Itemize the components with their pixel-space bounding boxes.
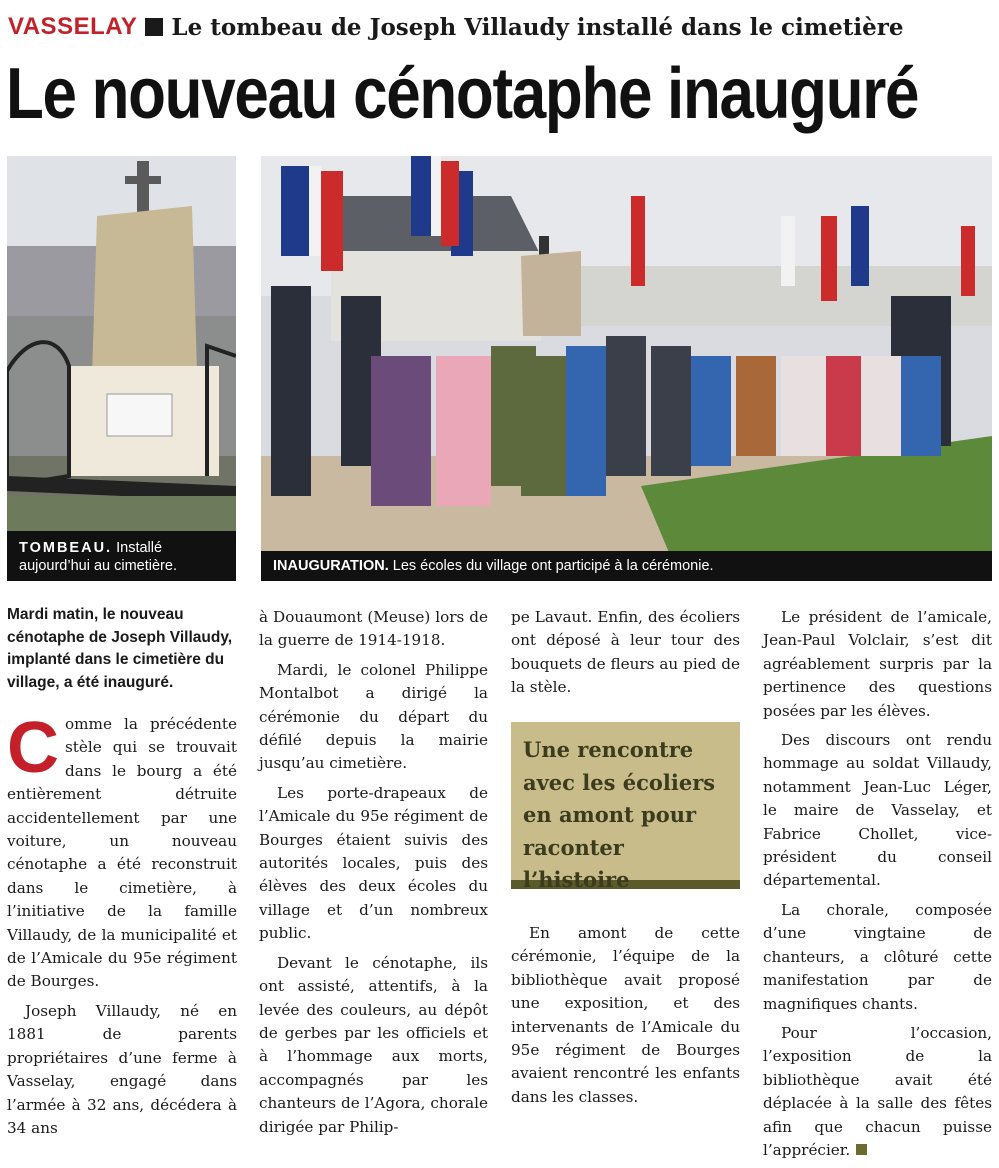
column-3-lower	[511, 922, 740, 1115]
caption-ceremony-text: Les écoles du village ont participé à la cérémonie.	[388, 558, 714, 574]
article-lead: Mardi matin, le nouveau cénotaphe de Joseph Villaudy, implanté dans le cimetière du village, a été inauguré.	[7, 606, 233, 691]
paragraph	[7, 708, 237, 994]
caption-tomb	[7, 531, 236, 581]
drop-cap: C	[7, 708, 59, 788]
end-mark-icon	[856, 1144, 867, 1155]
paragraph: Les porte-drapeaux de l’Amicale du 95e régiment de Bourges étaient suivis des autorités locales, puis des élèves des deux écoles du village et d’un nombreux public.	[259, 783, 488, 943]
paragraph: à Douaumont (Meuse) lors de la guerre de 1914-1918.	[259, 608, 488, 650]
paragraph: Mardi, le colonel Philippe Montalbot a dirigé la cérémonie du départ du défilé depuis la mairie jusqu’au cimetière.	[259, 660, 488, 773]
ceremony-illustration	[261, 156, 992, 581]
paragraph-text: omme la précédente stèle qui se trouvait dans le bourg a été entièrement détruite accidentellement par une voiture, un nouveau cénotaphe a été reconstruit dans le cimetière, à l’initiative de la famille Villaudy, de la municipalité et de l’Amicale du 95e régiment de Bourges.	[7, 715, 237, 991]
paragraph-text: Pour l’occasion, l’exposition de la bibliothèque avait été déplacée à la salle des fêtes afin que chacun puisse l’apprécier.	[763, 1023, 992, 1159]
column-4	[763, 606, 992, 1168]
paragraph: Le président de l’amicale, Jean-Paul Volclair, s’est dit agréablement surpris par la pertinence des questions posées par les élèves.	[763, 608, 992, 720]
caption-ceremony-label: INAUGURATION.	[273, 558, 389, 574]
paragraph: En amont de cette cérémonie, l’équipe de la bibliothèque avait proposé une exposition, et des intervenants de l’Amicale du 95e régiment de Bourges avaient rencontré les enfants dans les classes.	[511, 924, 740, 1106]
paragraph: Des discours ont rendu hommage au soldat Villaudy, notamment Jean-Luc Léger, le maire de Vasselay, et Fabrice Chollet, vice-président du conseil départemental.	[763, 731, 992, 890]
paragraph: Joseph Villaudy, né en 1881 de parents propriétaires d’une ferme à Vasselay, engagé dans l’armée à 32 ans, décédera à 34 ans	[7, 1001, 237, 1137]
caption-ceremony	[261, 551, 992, 581]
paragraph: La chorale, composée d’une vingtaine de chanteurs, a clôturé cette manifestation par de magnifiques chants.	[763, 900, 992, 1013]
tomb-illustration	[7, 156, 236, 581]
headline: Le nouveau cénotaphe inauguré	[6, 54, 919, 134]
town-label: VASSELAY	[8, 13, 138, 40]
caption-tomb-label: TOMBEAU.	[19, 540, 113, 556]
paragraph	[763, 1022, 992, 1162]
photo-ceremony	[261, 156, 992, 581]
paragraph: pe Lavaut. Enfin, des écoliers ont déposé à leur tour des bouquets de fleurs au pied de la stèle.	[511, 608, 740, 697]
subheadline: Le tombeau de Joseph Villaudy installé dans le cimetière	[171, 13, 904, 41]
kicker	[8, 10, 903, 44]
pull-quote: Une rencontre avec les écoliers en amont pour raconter l’histoire	[511, 722, 740, 889]
column-2	[259, 606, 488, 1145]
column-3	[511, 606, 740, 706]
square-bullet-icon	[145, 18, 163, 36]
caption-tomb-text: Installé aujourd’hui au cimetière.	[19, 540, 177, 574]
column-1	[7, 708, 237, 1146]
paragraph: Devant le cénotaphe, ils ont assisté, attentifs, à la levée des couleurs, au dépôt de gerbes par les officiels et à l’hommage aux morts, accompagnés par les chanteurs de l’Agora, chorale dirigée par Philip-	[259, 953, 488, 1136]
photo-tomb	[7, 156, 236, 581]
